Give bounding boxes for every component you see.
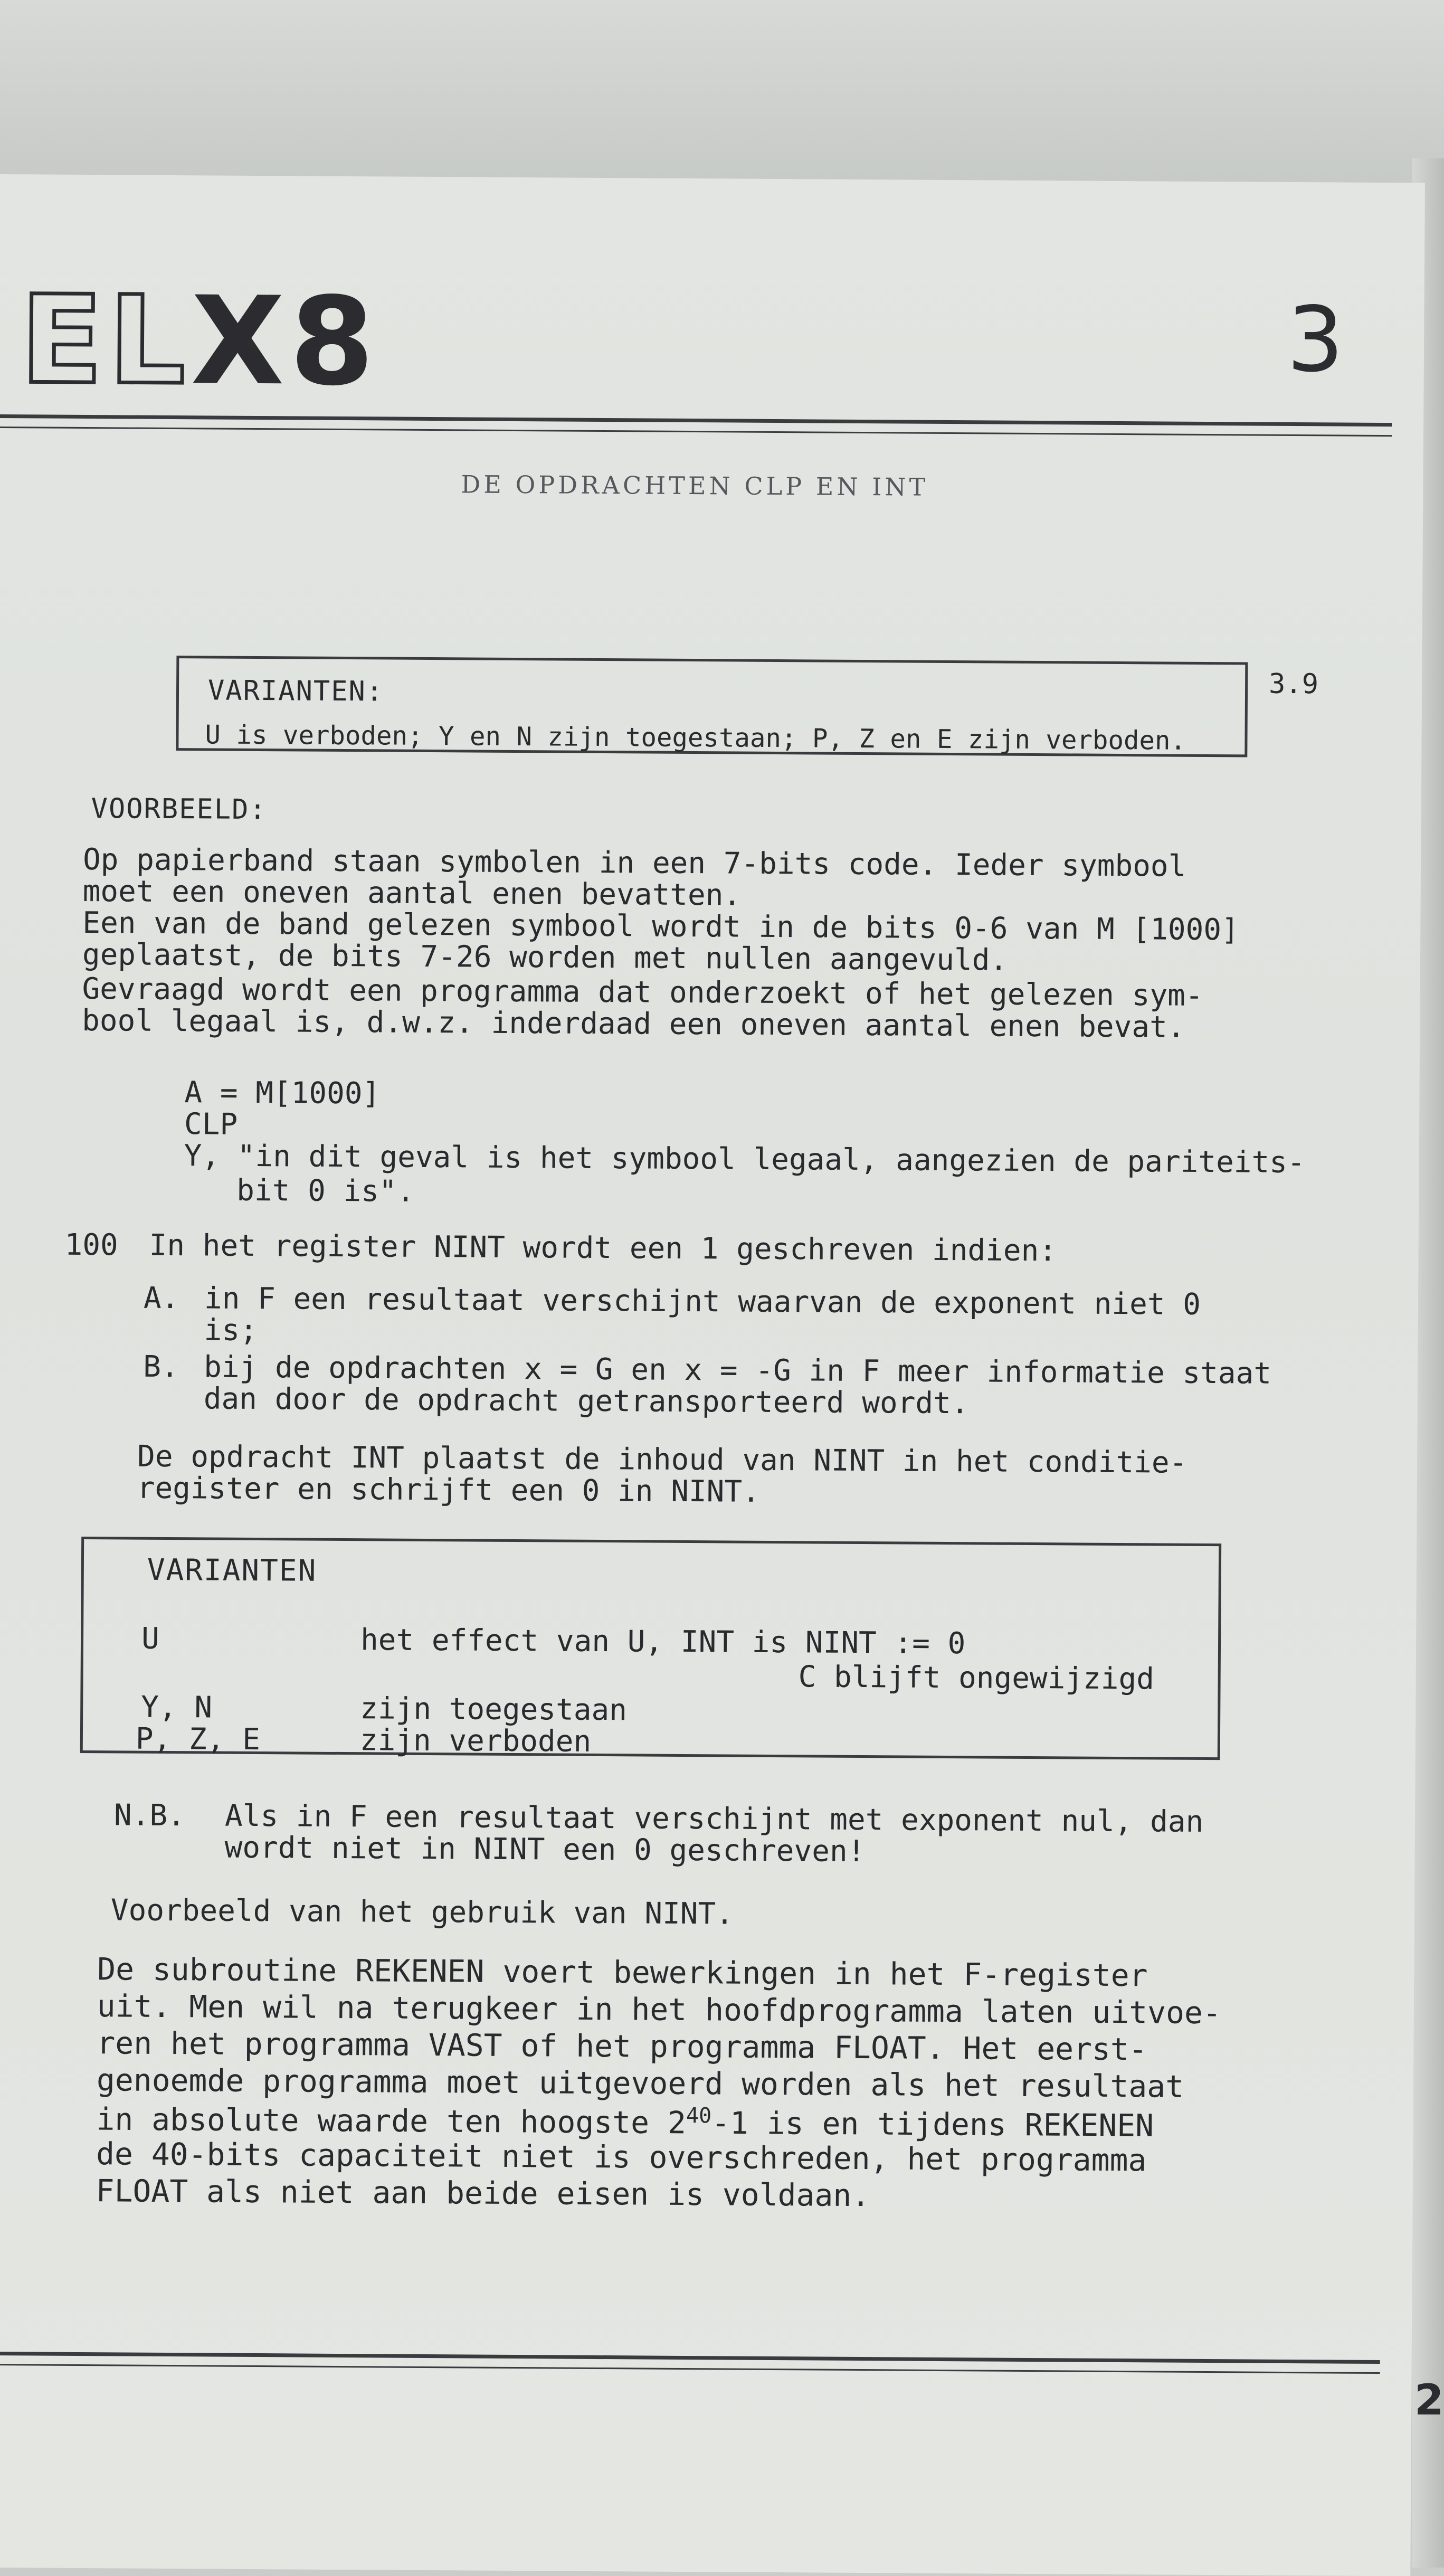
footer-rule [0,2352,1380,2374]
variant-value: zijn verboden [359,1723,592,1759]
page-number: 2 [1414,2375,1444,2425]
example-line: Op papierband staan symbolen in een 7-bits code. Ieder symbool [82,842,1186,884]
note-text: Als in F een resultaat verschijnt met exponent nul, dan [224,1798,1204,1839]
section-100-intro: In het register NINT wordt een 1 geschreven indien: [149,1228,1057,1268]
variants-box-2-title: VARIANTEN [147,1552,317,1588]
code-line: Y, "in dit geval is het symbool legaal, aangezien de pariteits- [184,1139,1305,1180]
note-label: N.B. [113,1798,186,1833]
int-paragraph-line: De opdracht INT plaatst de inhoud van NINT in het conditie- [137,1439,1188,1480]
code-line: bit 0 is". [236,1173,415,1209]
section-ref: 3.9 [1268,668,1319,700]
code-line: CLP [184,1107,238,1142]
power-text-post: -1 is en tijdens REKENEN [711,2105,1154,2144]
item-text: in F een resultaat verschijnt waarvan de exponent niet 0 [204,1281,1201,1322]
final-paragraph-line: genoemde programma moet uitgevoerd worden als het resultaat [96,2062,1184,2105]
note-text: wordt niet in NINT een 0 geschreven! [224,1830,866,1869]
final-paragraph-line-power [96,2101,1154,2144]
variant-key: Y, N [141,1690,213,1725]
variant-key: P, Z, E [135,1721,261,1757]
elx8-logo [20,270,380,413]
variant-key: U [141,1621,159,1656]
power-text-pre: in absolute waarde ten hoogste 2 [96,2101,687,2141]
running-title: DE OPDRACHTEN CLP EN INT [461,470,929,501]
variants-box-1-text: U is verboden; Y en N zijn toegestaan; P, Z en E zijn verboden. [205,719,1186,756]
code-line: A = M[1000] [184,1075,381,1111]
header-rule [0,414,1392,437]
example-heading: VOORBEELD: [91,793,267,826]
power-exponent: 40 [686,2104,712,2128]
item-text: dan door de opdracht getransporteerd wordt. [203,1381,969,1421]
final-paragraph-line: de 40-bits capaciteit niet is overschreden, het programma [96,2136,1147,2179]
variant-value: C blijft ongewijzigd [798,1660,1155,1697]
item-text: bij de opdrachten x = G en x = -G in F meer informatie staat [204,1350,1272,1391]
int-paragraph-line: register en schrijft een 0 in NINT. [137,1471,761,1509]
final-paragraph-line: ren het programma VAST of het programma FLOAT. Het eerst- [97,2025,1147,2068]
variants-box-1-title: VARIANTEN: [207,675,384,708]
document-page [0,174,1425,2576]
logo-outline-text: EL [20,270,192,412]
item-text: is; [204,1313,258,1348]
final-paragraph-line: De subroutine REKENEN voert bewerkingen in het F-register [97,1951,1148,1994]
item-label: B. [143,1349,179,1385]
example2-heading: Voorbeeld van het gebruik van NINT. [110,1893,734,1931]
logo-solid-text: X8 [190,271,380,413]
example-line: geplaatst, de bits 7-26 worden met nullen aangevuld. [82,937,1008,978]
example-line: moet een oneven aantal enen bevatten. [82,874,742,913]
section-number: 100 [64,1227,118,1263]
variant-value: zijn toegestaan [360,1691,628,1728]
variant-value: het effect van U, INT is NINT := 0 [360,1623,966,1661]
final-paragraph-line: uit. Men wil na terugkeer in het hoofdprogramma laten uitvoe- [97,1988,1222,2031]
chapter-number: 3 [1286,287,1344,393]
example-line: Een van de band gelezen symbool wordt in de bits 0-6 van M [1000] [82,905,1239,948]
final-paragraph-line: FLOAT als niet aan beide eisen is voldaan. [96,2173,870,2214]
example-line: bool legaal is, d.w.z. inderdaad een oneven aantal enen bevat. [82,1003,1185,1045]
example-line: Gevraagd wordt een programma dat onderzoekt of het gelezen sym- [82,971,1203,1013]
item-label: A. [143,1281,179,1316]
